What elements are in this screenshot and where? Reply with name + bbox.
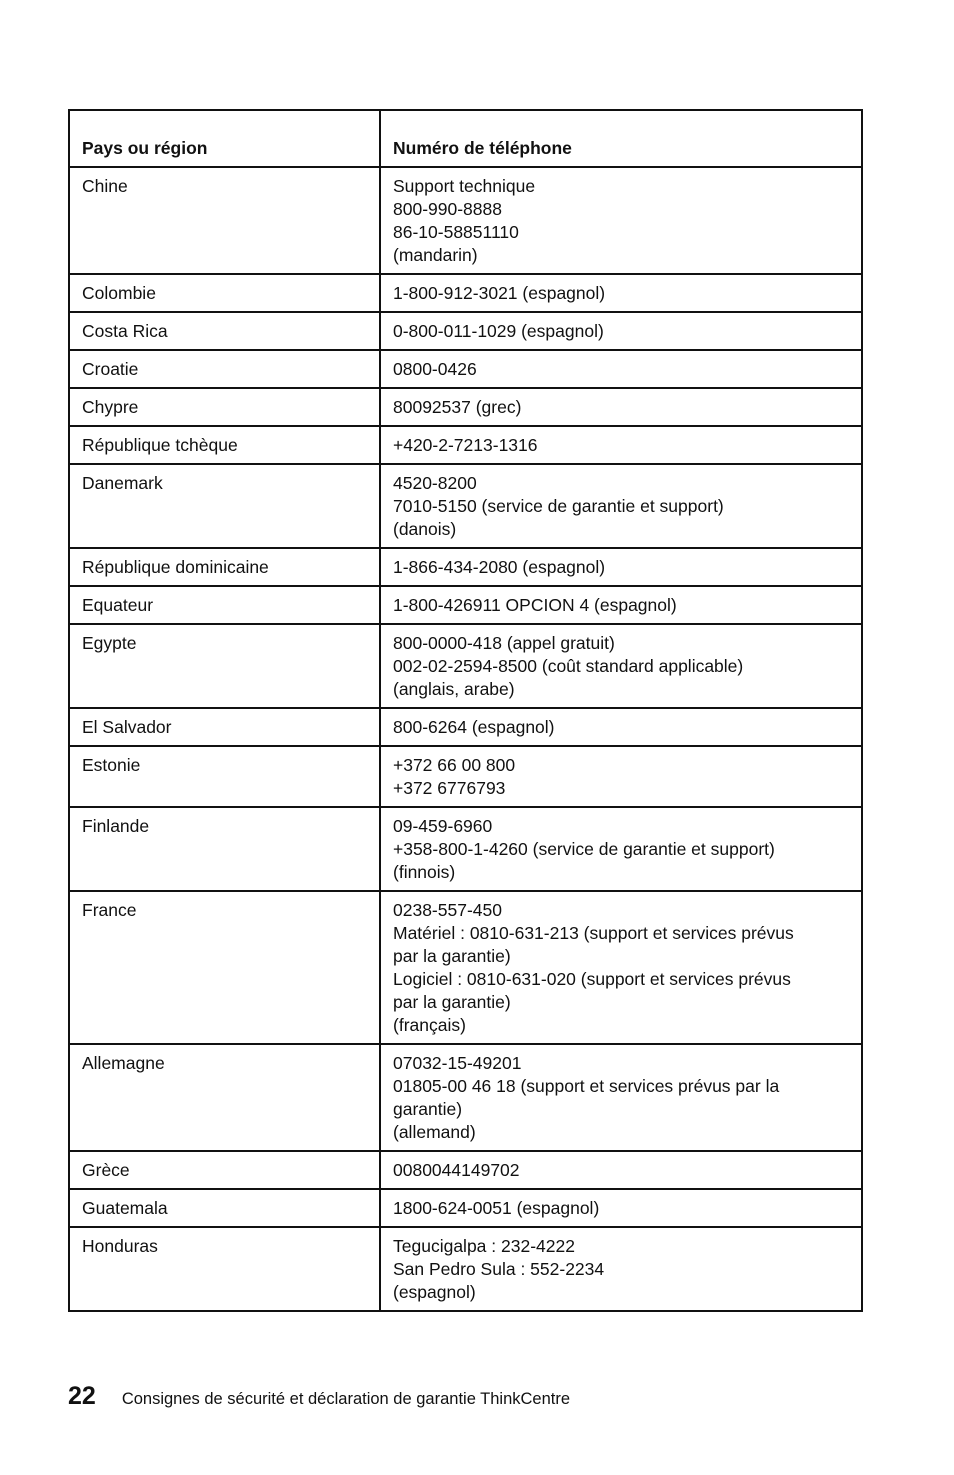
phone-cell [380, 624, 862, 708]
phone-line: 86-10-58851110 [393, 222, 519, 242]
phone-line: 0080044149702 [393, 1160, 520, 1180]
country-cell: Colombie [69, 274, 380, 312]
phone-line: +358-800-1-4260 (service de garantie et support) [393, 839, 775, 859]
table-row [69, 388, 862, 426]
phone-cell [380, 1189, 862, 1227]
phone-line: 1800-624-0051 (espagnol) [393, 1198, 600, 1218]
phone-cell [380, 350, 862, 388]
country-cell: Chypre [69, 388, 380, 426]
table-row [69, 312, 862, 350]
table-row [69, 586, 862, 624]
phone-line: par la garantie) [393, 992, 511, 1012]
phone-line: 002-02-2594-8500 (coût standard applicable) [393, 656, 744, 676]
phone-line: Logiciel : 0810-631-020 (support et services prévus [393, 969, 791, 989]
country-cell: République dominicaine [69, 548, 380, 586]
phone-line: 7010-5150 (service de garantie et support) [393, 496, 724, 516]
phone-cell [380, 1044, 862, 1151]
country-cell: Grèce [69, 1151, 380, 1189]
country-cell: Danemark [69, 464, 380, 548]
phone-line: (français) [393, 1015, 466, 1035]
phone-line: 800-990-8888 [393, 199, 502, 219]
phone-cell [380, 274, 862, 312]
phone-cell [380, 586, 862, 624]
table-row [69, 167, 862, 274]
phone-cell [380, 1227, 862, 1311]
table-row [69, 464, 862, 548]
phone-line: (anglais, arabe) [393, 679, 515, 699]
country-cell: Finlande [69, 807, 380, 891]
phone-cell [380, 891, 862, 1044]
phone-cell [380, 426, 862, 464]
column-header-country: Pays ou région [69, 110, 380, 167]
phone-line: garantie) [393, 1099, 463, 1119]
country-cell: Croatie [69, 350, 380, 388]
phone-support-table [68, 109, 863, 1312]
table-row [69, 746, 862, 807]
table-row [69, 1151, 862, 1189]
phone-line: +372 66 00 800 [393, 755, 516, 775]
column-header-phone: Numéro de téléphone [380, 110, 862, 167]
country-cell: Allemagne [69, 1044, 380, 1151]
phone-line: (mandarin) [393, 245, 478, 265]
country-cell: Guatemala [69, 1189, 380, 1227]
table-row [69, 624, 862, 708]
table-row [69, 350, 862, 388]
phone-line: Tegucigalpa : 232-4222 [393, 1236, 575, 1256]
phone-line: 0800-0426 [393, 359, 477, 379]
table-body [69, 167, 862, 1311]
country-cell: Egypte [69, 624, 380, 708]
phone-cell [380, 167, 862, 274]
table-row [69, 274, 862, 312]
table-row [69, 1044, 862, 1151]
phone-cell [380, 807, 862, 891]
table-row [69, 807, 862, 891]
phone-cell [380, 1151, 862, 1189]
phone-cell [380, 464, 862, 548]
table-row [69, 1189, 862, 1227]
phone-line: 09-459-6960 [393, 816, 493, 836]
phone-line: 800-0000-418 (appel gratuit) [393, 633, 615, 653]
phone-line: 4520-8200 [393, 473, 477, 493]
phone-line: 1-800-426911 OPCION 4 (espagnol) [393, 595, 677, 615]
phone-cell [380, 708, 862, 746]
table-row [69, 426, 862, 464]
phone-line: 80092537 (grec) [393, 397, 522, 417]
table-row [69, 891, 862, 1044]
country-cell: Costa Rica [69, 312, 380, 350]
phone-line: Matériel : 0810-631-213 (support et services prévus [393, 923, 794, 943]
phone-line: San Pedro Sula : 552-2234 [393, 1259, 605, 1279]
phone-cell [380, 388, 862, 426]
phone-line: +372 6776793 [393, 778, 506, 798]
table-row [69, 548, 862, 586]
phone-line: +420-2-7213-1316 [393, 435, 538, 455]
country-cell: Honduras [69, 1227, 380, 1311]
page-footer [68, 1382, 570, 1411]
country-cell: El Salvador [69, 708, 380, 746]
phone-line: 0-800-011-1029 (espagnol) [393, 321, 604, 341]
phone-line: Support technique [393, 176, 536, 196]
phone-line: 1-866-434-2080 (espagnol) [393, 557, 606, 577]
table-row [69, 1227, 862, 1311]
phone-line: (finnois) [393, 862, 456, 882]
country-cell: France [69, 891, 380, 1044]
phone-line: 800-6264 (espagnol) [393, 717, 555, 737]
phone-cell [380, 312, 862, 350]
phone-line: par la garantie) [393, 946, 511, 966]
phone-line: (allemand) [393, 1122, 476, 1142]
phone-cell [380, 548, 862, 586]
country-cell: Estonie [69, 746, 380, 807]
page-number: 22 [68, 1382, 96, 1410]
phone-line: (danois) [393, 519, 457, 539]
country-cell: Equateur [69, 586, 380, 624]
phone-line: 01805-00 46 18 (support et services prévus par la [393, 1076, 780, 1096]
phone-line: 1-800-912-3021 (espagnol) [393, 283, 606, 303]
country-cell: République tchèque [69, 426, 380, 464]
phone-line: 07032-15-49201 [393, 1053, 522, 1073]
phone-cell [380, 746, 862, 807]
phone-line: 0238-557-450 [393, 900, 502, 920]
table-header-row [69, 110, 862, 167]
country-cell: Chine [69, 167, 380, 274]
phone-line: (espagnol) [393, 1282, 476, 1302]
footer-title: Consignes de sécurité et déclaration de garantie ThinkCentre [121, 1390, 571, 1408]
table-row [69, 708, 862, 746]
